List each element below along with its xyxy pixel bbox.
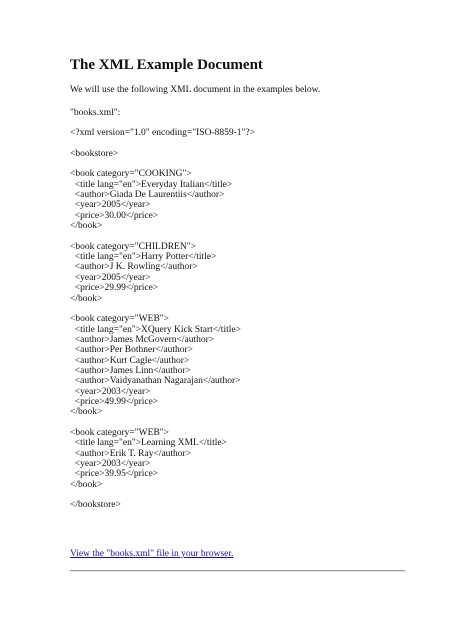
code-line: <year>2005</year> — [70, 272, 151, 283]
code-line: <author>Vaidyanathan Nagarajan</author> — [70, 376, 241, 387]
code-line: <title lang="en">Learning XML</title> — [70, 438, 227, 449]
page-title: The XML Example Document — [70, 57, 263, 73]
code-line — [70, 418, 255, 428]
code-line: <?xml version="1.0" encoding="ISO-8859-1"?> — [70, 128, 255, 138]
code-line: <price>49.99</price> — [70, 396, 159, 407]
code-line: <author>Giada De Laurentiis</author> — [70, 190, 225, 201]
intro-paragraph: We will use the following XML document in the examples below. — [70, 85, 321, 95]
code-line: <author>James McGovern</author> — [70, 334, 215, 345]
code-line: </book> — [70, 221, 103, 232]
code-line: <book category="CHILDREN"> — [70, 241, 196, 252]
code-line: </book> — [70, 293, 103, 304]
code-line: <author>Erik T. Ray</author> — [70, 448, 192, 459]
code-line: <author>James Linn</author> — [70, 365, 191, 376]
code-line: <year>2003</year> — [70, 386, 151, 397]
code-line: <author>Kurt Cagle</author> — [70, 355, 190, 366]
code-line: <book category="COOKING"> — [70, 169, 192, 180]
code-line: <title lang="en">Everyday Italian</title> — [70, 179, 233, 190]
code-line: <book category="WEB"> — [70, 427, 170, 438]
xml-code-block — [70, 128, 255, 511]
code-line: <book category="WEB"> — [70, 314, 170, 325]
code-line: </bookstore> — [70, 500, 121, 511]
code-line — [70, 159, 255, 169]
code-line: </book> — [70, 407, 103, 418]
code-line: <title lang="en">XQuery Kick Start</title> — [70, 324, 241, 335]
code-line: <price>29.99</price> — [70, 283, 159, 294]
filename-label: "books.xml": — [70, 108, 121, 118]
code-line — [70, 231, 255, 241]
view-books-xml-link-text[interactable]: View the "books.xml" file in your browser — [70, 549, 232, 559]
code-line: <author>Per Bothner</author> — [70, 345, 194, 356]
code-line — [70, 490, 255, 500]
view-books-xml-link[interactable] — [70, 549, 233, 559]
code-line — [70, 304, 255, 314]
code-line: <author>J K. Rowling</author> — [70, 262, 198, 273]
code-line: <title lang="en">Harry Potter</title> — [70, 252, 217, 263]
code-line: <bookstore> — [70, 148, 119, 159]
code-line: <price>39.95</price> — [70, 469, 159, 480]
link-period: . — [231, 549, 234, 559]
code-line: <year>2003</year> — [70, 459, 151, 469]
code-line: <year>2005</year> — [70, 200, 151, 211]
code-line — [70, 138, 255, 148]
horizontal-rule — [70, 570, 405, 572]
code-line: </book> — [70, 479, 103, 490]
code-line: <price>30.00</price> — [70, 210, 159, 221]
